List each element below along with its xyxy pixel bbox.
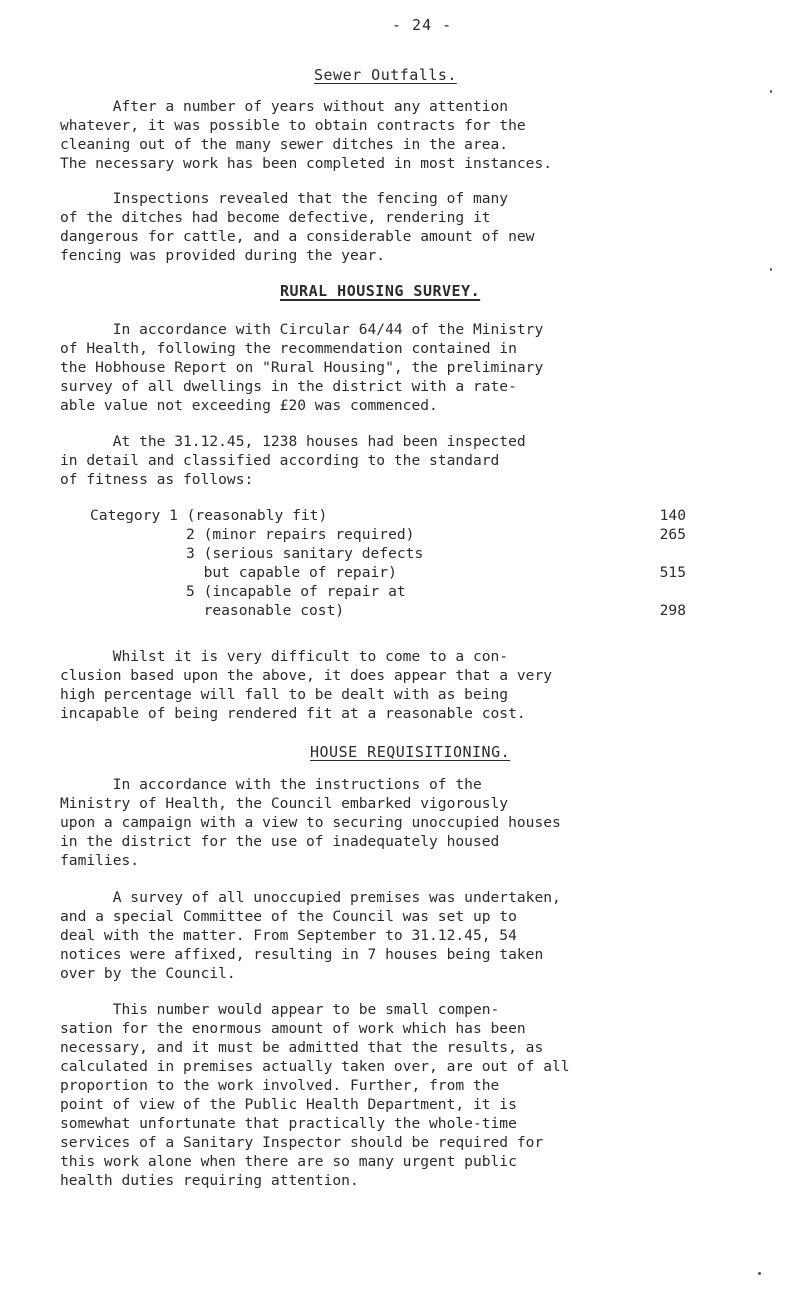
paragraph-text: Whilst it is very difficult to come to a con- clusion based upon the above, it does appear that a very high percentage will fall to be dealt with as being incapable of being rendered fit at a reasonable cost.	[60, 648, 553, 722]
paragraph-text: Inspections revealed that the fencing of many of the ditches had become defective, rendering it dangerous for cattle, and a considerable amount of new fencing was provided during the year.	[60, 190, 535, 264]
paragraph-text: At the 31.12.45, 1238 houses had been inspected in detail and classified according to the standard of fitness as follows:	[60, 433, 526, 488]
section-heading-house-requisitioning: HOUSE REQUISITIONING.	[310, 743, 511, 761]
category-value-2: 265	[659, 526, 686, 543]
paragraph-rural-1	[60, 320, 750, 415]
paragraph-rural-conclusion	[60, 647, 750, 723]
paragraph-rural-2	[60, 432, 750, 489]
scan-speck	[770, 268, 772, 271]
section-heading-rural-housing-survey: RURAL HOUSING SURVEY.	[280, 282, 481, 300]
section-heading-sewer-outfalls: Sewer Outfalls.	[314, 66, 457, 84]
paragraph-sewer-1	[60, 97, 750, 173]
scan-speck	[770, 90, 772, 93]
category-label-5: 5 (incapable of repair at reasonable cost)	[186, 583, 406, 619]
page-number: - 24 -	[392, 16, 453, 34]
paragraph-requisitioning-3	[60, 1000, 750, 1190]
paragraph-text: In accordance with the instructions of the Ministry of Health, the Council embarked vigorously upon a campaign with a view to securing unoccupied houses in the district for the use of inadequately housed families.	[60, 776, 561, 869]
category-label-3: 3 (serious sanitary defects but capable of repair)	[186, 545, 424, 581]
category-label-2: 2 (minor repairs required)	[186, 526, 415, 543]
paragraph-text: After a number of years without any attention whatever, it was possible to obtain contracts for the cleaning out of the many sewer ditches in the area. The necessary work has been completed in most instances.	[60, 98, 553, 172]
paragraph-text: In accordance with Circular 64/44 of the Ministry of Health, following the recommendation contained in the Hobhouse Report on "Rural Housing", the preliminary survey of all dwellings in the district with a rate- able value not exceeding £20 was commenced.	[60, 321, 544, 414]
category-label-1: Category 1 (reasonably fit)	[90, 507, 328, 524]
category-value-3: 515	[659, 564, 686, 581]
paragraph-requisitioning-1	[60, 775, 750, 870]
paragraph-sewer-2	[60, 189, 750, 265]
category-value-5: 298	[659, 602, 686, 619]
paragraph-text: This number would appear to be small compen- sation for the enormous amount of work which has been necessary, and it must be admitted that the results, as calculated in premises actually taken over, are out of all proportion to the work involved. Further, from the point of view of the Public Health Department, it is somewhat unfortunate that practically the whole-time services of a Sanitary Inspector should be required for this work alone when there are so many urgent public health duties requiring attention.	[60, 1001, 570, 1189]
paragraph-requisitioning-2	[60, 888, 750, 983]
scan-speck	[758, 1272, 761, 1275]
paragraph-text: A survey of all unoccupied premises was undertaken, and a special Committee of the Council was set up to deal with the matter. From September to 31.12.45, 54 notices were affixed, resulting in 7 houses being taken over by the Council.	[60, 889, 561, 982]
category-value-1: 140	[659, 507, 686, 524]
